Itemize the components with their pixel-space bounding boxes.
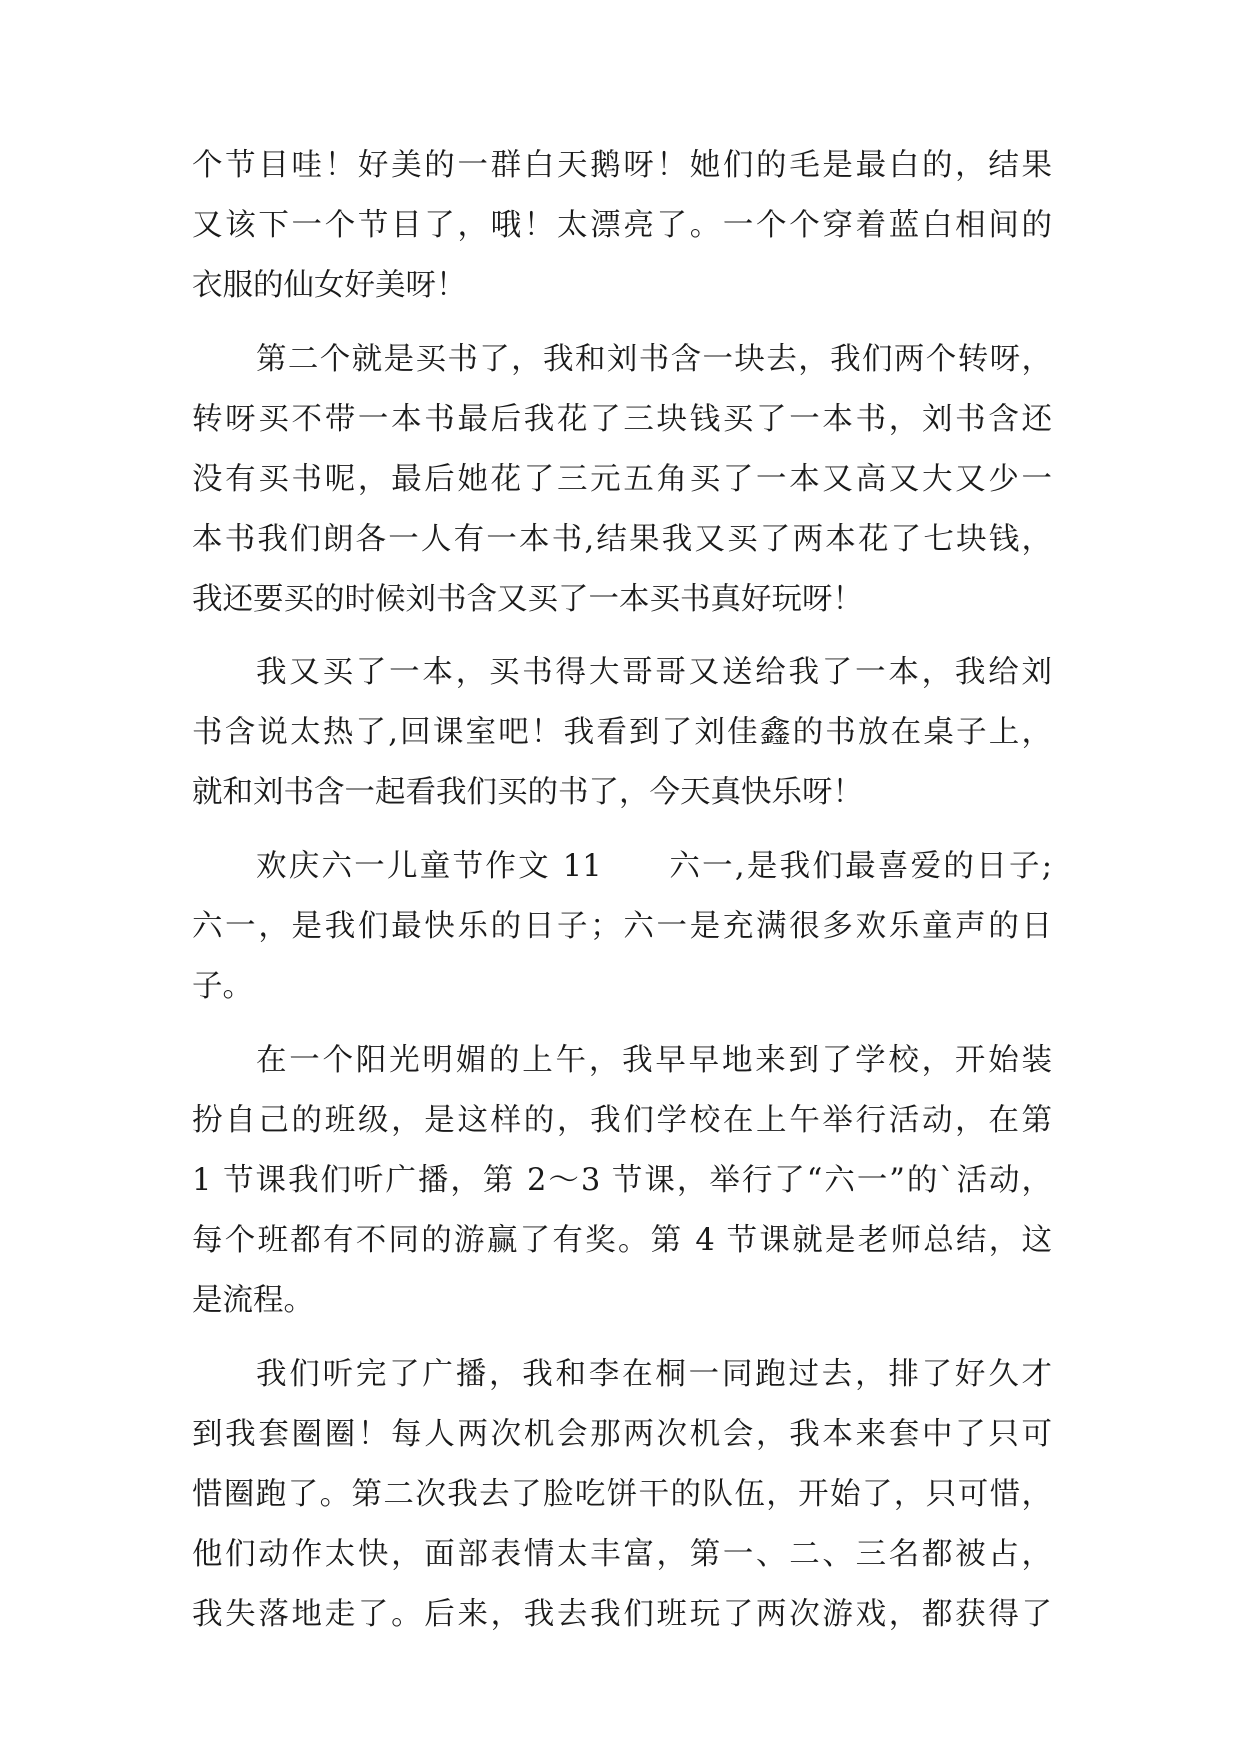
text-line: 1 节课我们听广播，第 2～3 节课，举行了“六一”的`活动， <box>192 1163 1052 1198</box>
text-line: 是流程。 <box>192 1283 314 1318</box>
text-line: 衣服的仙女好美呀！ <box>192 268 467 303</box>
text-line: 扮自己的班级，是这样的，我们学校在上午举行活动，在第 <box>192 1103 1052 1138</box>
text-line: 到我套圈圈！每人两次机会那两次机会，我本来套中了只可 <box>192 1417 1052 1452</box>
text-line: 又该下一个节目了，哦！太漂亮了。一个个穿着蓝白相间的 <box>192 208 1052 243</box>
text-line: 子。 <box>192 969 253 1004</box>
text-line: 六一，是我们最快乐的日子；六一是充满很多欢乐童声的日 <box>192 909 1052 944</box>
paragraph-first-line: 在一个阳光明媚的上午，我早早地来到了学校，开始装 <box>256 1043 1052 1078</box>
paragraph-first-line: 我们听完了广播，我和李在桐一同跑过去，排了好久才 <box>256 1357 1052 1392</box>
text-line: 我失落地走了。后来，我去我们班玩了两次游戏，都获得了 <box>192 1597 1052 1632</box>
paragraph-first-line: 我又买了一本，买书得大哥哥又送给我了一本，我给刘 <box>256 655 1052 690</box>
text-line: 没有买书呢，最后她花了三元五角买了一本又高又大又少一 <box>192 462 1052 497</box>
paragraph-first-line: 第二个就是买书了，我和刘书含一块去，我们两个转呀， <box>256 342 1052 377</box>
text-line: 我还要买的时候刘书含又买了一本买书真好玩呀！ <box>192 582 863 617</box>
text-line: 就和刘书含一起看我们买的书了，今天真快乐呀！ <box>192 775 863 810</box>
text-line: 惜圈跑了。第二次我去了脸吃饼干的队伍，开始了，只可惜， <box>192 1477 1052 1512</box>
text-line: 书含说太热了,回课室吧！我看到了刘佳鑫的书放在桌子上， <box>192 715 1052 750</box>
article-title-line: 欢庆六一儿童节作文 11 六一,是我们最喜爱的日子; <box>256 849 1052 884</box>
text-line: 他们动作太快，面部表情太丰富，第一、二、三名都被占， <box>192 1537 1052 1572</box>
text-line: 转呀买不带一本书最后我花了三块钱买了一本书，刘书含还 <box>192 402 1052 437</box>
text-line: 每个班都有不同的游赢了有奖。第 4 节课就是老师总结，这 <box>192 1223 1052 1258</box>
text-line: 本书我们朗各一人有一本书,结果我又买了两本花了七块钱， <box>192 522 1052 557</box>
text-line: 个节目哇！好美的一群白天鹅呀！她们的毛是最白的，结果 <box>192 148 1052 183</box>
